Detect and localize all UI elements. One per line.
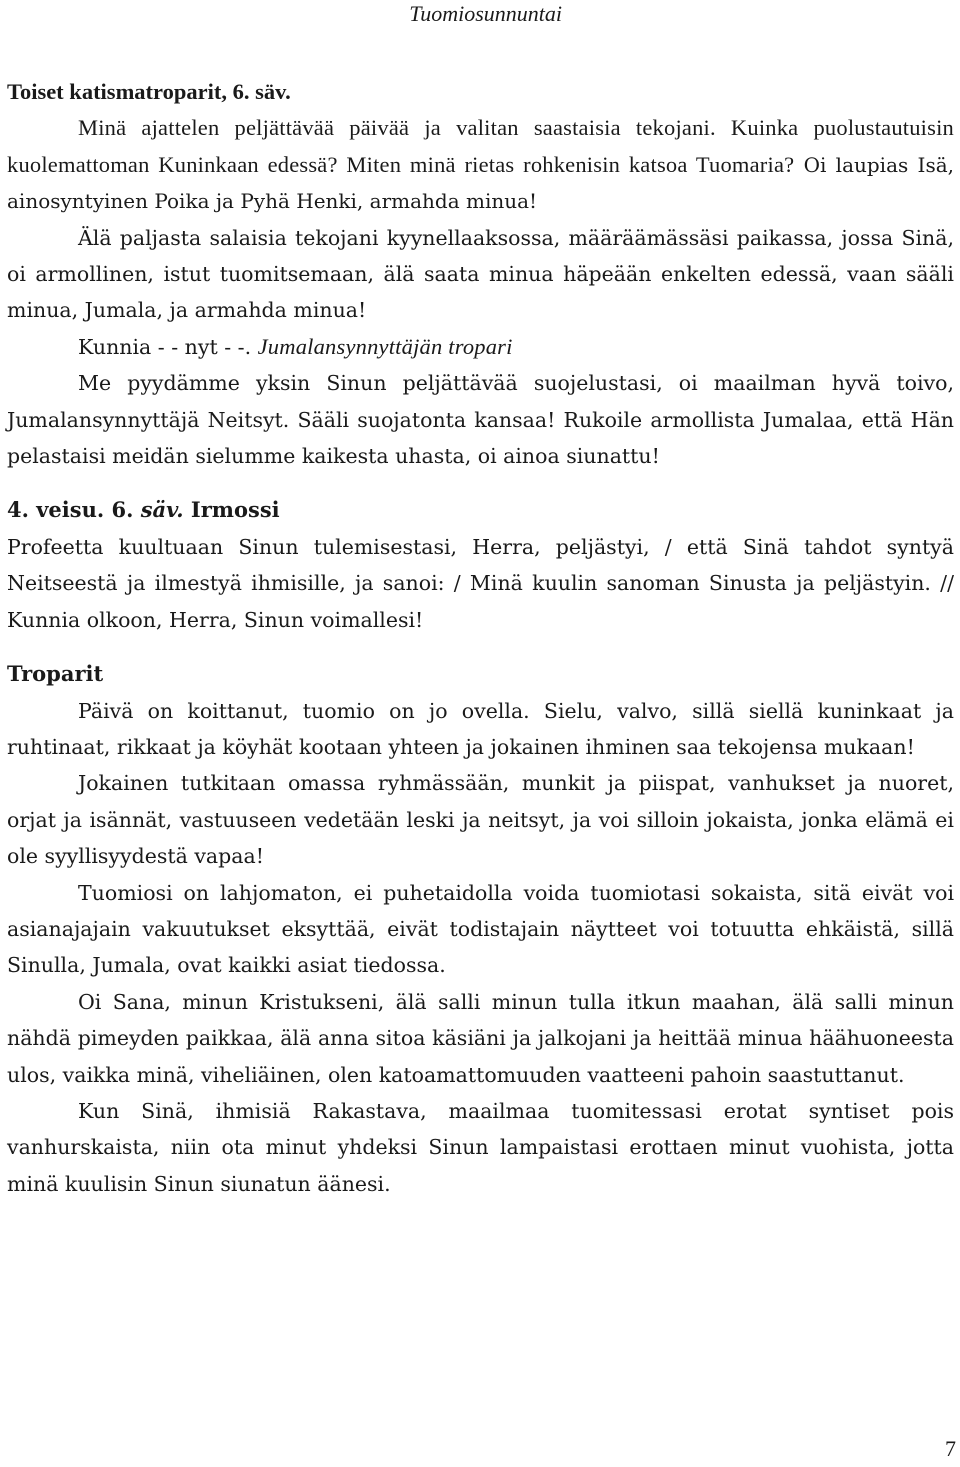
irmossi-heading-text-a: 4. veisu. 6. [7,497,141,523]
document-body [7,74,954,1202]
paragraph-tropari-5: Kun Sinä, ihmisiä Rakastava, maailmaa tuomitessasi erotat syntiset pois vanhurskaista, niin ota minut yhdeksi Sinun lampaistasi erottaen minut vuohista, jotta minä kuulisin Sinun siunatun äänesi. [7,1098,954,1196]
section-heading-katismatroparit: Toiset katismatroparit, 6. säv. [7,79,291,104]
running-title: Tuomiosunnuntai [409,1,562,26]
paragraph-katisma-2: Älä paljasta salaisia tekojani kyynellaaksossa, määräämässäsi paikassa, jossa Sinä, oi armollinen, istut tuomitsemaan, älä saata minua häpeään enkelten edessä, vaan sääli minua, Jumala, ja armahda minua! [7,225,954,323]
irmossi-heading-text-b: Irmossi [183,497,280,523]
spacer [7,638,954,656]
section-heading-troparit: Troparit [7,661,104,687]
paragraph-katisma-1 [7,110,954,219]
spacer [7,474,954,492]
paragraph-katisma-1-text-b: Oi laupias Isä, ainosyntyinen Poika ja Pyhä Henki, armahda minua! [7,152,954,214]
paragraph-irmossi: Profeetta kuultuaan Sinun tulemisestasi, Herra, peljästyi, / että Sinä tahdot syntyä Neitseestä ja ilmestyä ihmisille, ja sanoi: / Minä kuulin sanoman Sinusta ja peljästyin. // Kunnia olkoon, Herra, Sinun voimallesi! [7,534,954,632]
paragraph-theotokion: Me pyydämme yksin Sinun peljättävää suojelustasi, oi maailman hyvä toivo, Jumalansynnyttäjä Neitsyt. Sääli suojatonta kansaa! Rukoile armollista Jumalaa, että Hän pelastaisi meidän sielumme kaikesta uhasta, oi ainoa siunattu! [7,371,954,469]
paragraph-katisma-1-text-a: Minä ajattelen peljättävää päivää ja valitan saastaisia tekojani. Kuinka puolustautuisin kuolemattoman Kuninkaan edessä? Miten minä rietas rohkenisin katsoa Tuomaria? [7,115,954,177]
paragraph-tropari-2: Jokainen tutkitaan omassa ryhmässään, munkit ja piispat, vanhukset ja nuoret, orjat ja isännät, vastuuseen vedetään leski ja neitsyt, ja voi silloin jokaista, jonka elämä ei ole syyllisyydestä vapaa! [7,771,954,869]
paragraph-tropari-3: Tuomiosi on lahjomaton, ei puhetaidolla voida tuomiotasi sokaista, sitä eivät voi asianajajain vakuutukset eksyttää, eivät todistajain näytteet voi totuutta ehkäistä, sillä Sinulla, Jumala, ovat kaikki asiat tiedossa. [7,880,954,978]
page-number: 7 [945,1436,956,1461]
paragraph-tropari-4: Oi Sana, minun Kristukseni, älä salli minun tulla itkun maahan, älä salli minun nähdä pimeyden paikkaa, älä anna sitoa käsiäni ja jalkojani ja heittää minua häähuoneesta ulos, vaikka minä, viheliäinen, olen katoamattomuuden vaatteeni pahoin saastuttanut. [7,989,954,1087]
paragraph-tropari-1: Päivä on koittanut, tuomio on jo ovella. Sielu, valvo, sillä siellä kuninkaat ja ruhtinaat, rikkaat ja köyhät kootaan yhteen ja jokainen ihminen saa tekojensa mukaan! [7,698,954,759]
paragraph-kunnia [7,329,954,365]
kunnia-text: Kunnia - - nyt - -. [78,334,258,359]
section-heading-irmossi [7,492,954,528]
irmossi-heading-italic: säv. [140,497,184,523]
theotokion-label: Jumalansynnyttäjän tropari [257,333,513,359]
running-header [0,0,960,28]
